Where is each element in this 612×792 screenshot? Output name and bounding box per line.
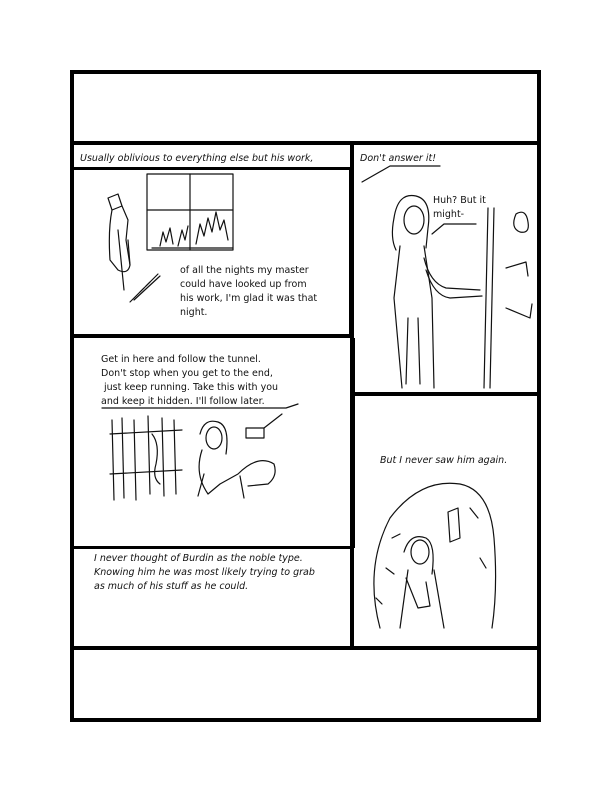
panel2-speech: Huh? But it might- [433,195,486,220]
panel3-right-border [352,338,355,548]
panel1-narration: of all the nights my master could have looked up from his work, I'm glad it was that night. [180,265,318,318]
panel1-bottom-border [72,334,352,338]
panel1-right-border [349,168,352,336]
panel3-illustration [108,414,290,504]
panel3-bottom-border [72,546,352,549]
panel5-narration: I never thought of Burdin as the noble type. Knowing him he was most likely trying to grab as much of his stuff as he could. [94,553,315,592]
panel1-caption: Usually oblivious to everything else but his work, [80,153,314,164]
panel4-illustration [360,478,500,630]
panel2-caption: Don't answer it! [360,153,437,164]
panel1-illustration [100,170,240,315]
panel2-bottom-border [352,392,540,396]
panel2-illustration [380,188,540,388]
panel2-caption-tail [360,164,450,186]
bottom-panel-divider [70,646,541,650]
panel4-narration: But I never saw him again. [380,455,508,466]
panel3-speech: Get in here and follow the tunnel. Don't stop when you get to the end, just keep running. Take this with you and keep it hidden. I'll follow later. [101,354,279,407]
top-panel-divider [70,141,541,145]
